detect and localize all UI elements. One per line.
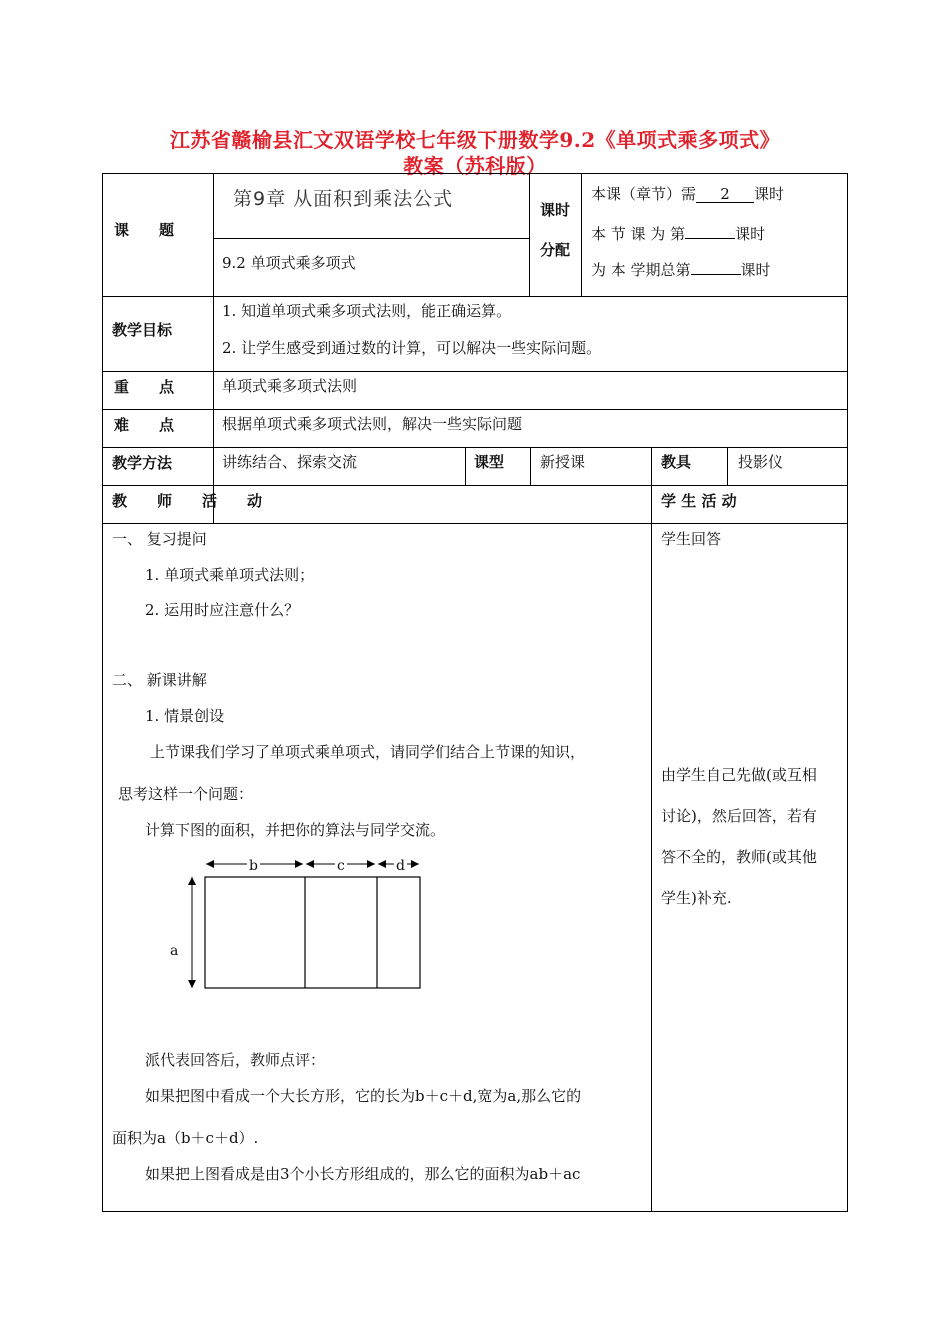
goal-item-2: 2. 让学生感受到通过数的计算，可以解决一些实际问题。: [222, 339, 602, 357]
student-response-line-2: 讨论)，然后回答，若有: [661, 807, 817, 825]
paragraph-5: 如果把上图看成是由3个小长方形组成的，那么它的面积为ab＋ac: [145, 1165, 581, 1183]
paragraph-3: 派代表回答后，教师点评：: [145, 1051, 326, 1069]
teacher-column-heading: 教 师 活 动: [112, 492, 263, 510]
goals-label: 教学目标: [112, 321, 173, 339]
paragraph-4a: 如果把图中看成一个大长方形，它的长为b＋c＋d,宽为a,那么它的: [145, 1087, 582, 1105]
subsection-scenario: 1. 情景创设: [145, 707, 225, 725]
document-title-line1: 江苏省赣榆县汇文双语学校七年级下册数学9.2《单项式乘多项式》: [169, 128, 781, 152]
student-response-line-4: 学生)补充.: [661, 889, 732, 907]
hours-label-1: 课时: [540, 201, 571, 219]
topic-label: 课 题: [114, 221, 175, 239]
hours-line-1: 本课（章节）需 2 课时: [591, 185, 785, 203]
figure-label-d: d: [396, 858, 405, 874]
teaching-aid-value: 投影仪: [738, 453, 784, 471]
paragraph-1b: 思考这样一个问题：: [118, 785, 254, 803]
hours-count: 2: [696, 184, 754, 203]
lesson-type-label: 课型: [474, 453, 505, 471]
chapter-banner: 第9章 从面积到乘法公式: [233, 188, 454, 210]
student-response-1: 学生回答: [661, 530, 722, 548]
figure-label-a: a: [170, 943, 179, 959]
focus-text: 单项式乘多项式法则: [222, 377, 358, 395]
review-item-1: 1. 单项式乘单项式法则；: [145, 566, 315, 584]
method-label: 教学方法: [112, 454, 173, 472]
student-column-heading: 学 生 活 动: [661, 492, 737, 510]
method-value: 讲练结合、探索交流: [222, 453, 358, 471]
paragraph-4b: 面积为a（b＋c＋d）.: [112, 1129, 259, 1147]
lesson-type-value: 新授课: [540, 453, 586, 471]
focus-label: 重 点: [114, 378, 175, 396]
hours-label-2: 分配: [540, 241, 571, 259]
figure-label-c: c: [337, 858, 345, 874]
teaching-aid-label: 教具: [661, 453, 692, 471]
paragraph-2: 计算下图的面积，并把你的算法与同学交流。: [145, 821, 446, 839]
section-review: 一、 复习提问: [112, 530, 207, 548]
hours-line-2: 本 节 课 为 第 课时: [591, 220, 765, 244]
review-item-2: 2. 运用时应注意什么？: [145, 601, 300, 619]
hours-line-3: 为 本 学期总第 课时: [591, 256, 771, 280]
difficulty-label: 难 点: [114, 416, 175, 434]
difficulty-text: 根据单项式乘多项式法则，解决一些实际问题: [222, 415, 523, 433]
section-new-lesson: 二、 新课讲解: [112, 671, 207, 689]
paragraph-1a: 上节课我们学习了单项式乘单项式，请同学们结合上节课的知识，: [150, 743, 586, 761]
student-response-line-1: 由学生自己先做(或互相: [661, 766, 817, 784]
document-title-line2: 教案（苏科版）: [403, 154, 547, 178]
student-response-line-3: 答不全的，教师(或其他: [661, 848, 817, 866]
goal-item-1: 1. 知道单项式乘多项式法则，能正确运算。: [222, 302, 512, 320]
section-title: 9.2 单项式乘多项式: [222, 254, 356, 272]
figure-label-b: b: [249, 858, 258, 874]
